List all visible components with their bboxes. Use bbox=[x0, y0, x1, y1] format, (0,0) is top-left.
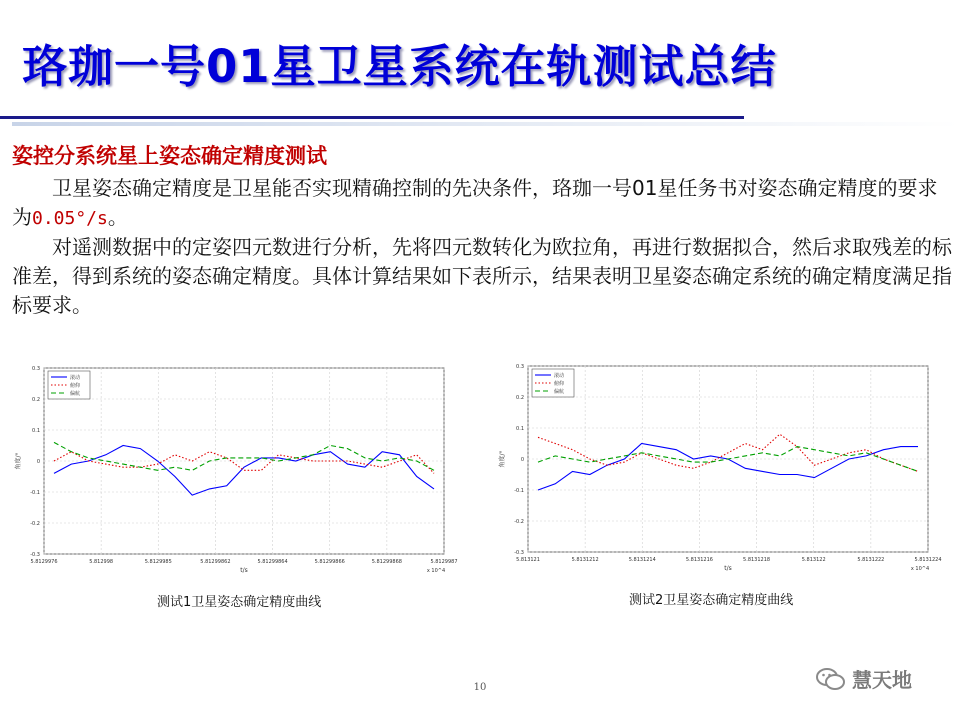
watermark bbox=[816, 664, 912, 693]
y-tick-label: 0.1 bbox=[516, 426, 524, 432]
legend-label: 俯仰 bbox=[70, 383, 81, 389]
x-tick-label: 5.81299866 bbox=[314, 559, 345, 565]
y-tick-label: -0.1 bbox=[30, 490, 40, 496]
title-gradient-rule bbox=[12, 122, 960, 126]
y-tick-label: -0.3 bbox=[30, 552, 40, 558]
legend-label: 偏航 bbox=[554, 389, 565, 395]
x-tick-label: 5.8129976 bbox=[30, 559, 58, 565]
y-tick-label: -0.1 bbox=[514, 488, 524, 494]
x-tick-label: 5.8131212 bbox=[571, 557, 599, 563]
x-tick-label: 5.81299862 bbox=[200, 559, 231, 565]
y-tick-label: 0.3 bbox=[516, 364, 524, 370]
x-tick-label: 5.813122 bbox=[801, 557, 826, 563]
paragraph-2: 对遥测数据中的定姿四元数进行分析，先将四元数转化为欧拉角，再进行数据拟合，然后求取残差的标准差，得到系统的姿态确定精度。具体计算结果如下表所示，结果表明卫星姿态确定系统的确定精度满足指标要求。 bbox=[12, 235, 952, 317]
title-underline bbox=[0, 116, 744, 119]
y-tick-label: 0.2 bbox=[32, 397, 40, 403]
x-tick-label: 5.8131218 bbox=[743, 557, 771, 563]
y-tick-label: 0.2 bbox=[516, 395, 524, 401]
y-tick-label: -0.2 bbox=[30, 521, 40, 527]
y-tick-label: -0.3 bbox=[514, 550, 524, 556]
slide-title: 珞珈一号01星卫星系统在轨测试总结 bbox=[22, 40, 777, 93]
x-tick-label: 5.8131214 bbox=[628, 557, 656, 563]
wechat-icon bbox=[816, 667, 846, 691]
paragraph-1-end: 。 bbox=[107, 205, 128, 229]
paragraph-1-text: 卫星姿态确定精度是卫星能否实现精确控制的先决条件，珞珈一号01星任务书对姿态确定精度的要求为 bbox=[12, 176, 938, 229]
legend-box bbox=[532, 369, 574, 397]
x-axis-label: t/s bbox=[724, 565, 732, 572]
section-heading: 姿控分系统星上姿态确定精度测试 bbox=[12, 144, 327, 168]
test1-caption: 测试1卫星姿态确定精度曲线 bbox=[157, 595, 322, 610]
test2-caption: 测试2卫星姿态确定精度曲线 bbox=[629, 593, 794, 608]
test2-precision-chart bbox=[496, 360, 948, 582]
legend-label: 滚动 bbox=[70, 375, 81, 381]
y-tick-label: -0.2 bbox=[514, 519, 524, 525]
x-tick-label: 5.81299864 bbox=[257, 559, 288, 565]
precision-requirement: 0.05°/s bbox=[32, 208, 108, 229]
y-tick-label: 0.1 bbox=[32, 428, 40, 434]
x-tick-label: 5.8129985 bbox=[144, 559, 172, 565]
x-tick-label: 5.812998 bbox=[89, 559, 114, 565]
x-tick-label: 5.8131216 bbox=[685, 557, 713, 563]
x-tick-label: 5.8129987 bbox=[430, 559, 458, 565]
legend-label: 偏航 bbox=[70, 391, 81, 397]
paragraph-1 bbox=[12, 174, 952, 233]
y-tick-label: 0.3 bbox=[32, 366, 40, 372]
page-number: 10 bbox=[473, 682, 487, 693]
watermark-text: 慧天地 bbox=[852, 668, 912, 692]
x-tick-label: 5.813121 bbox=[516, 557, 540, 563]
legend-label: 滚动 bbox=[554, 373, 565, 379]
x-tick-label: 5.8131222 bbox=[857, 557, 885, 563]
x-tick-label: 5.81299868 bbox=[371, 559, 402, 565]
x-tick-label: 5.8131224 bbox=[914, 557, 942, 563]
y-axis-label: 角度/° bbox=[15, 452, 22, 470]
body-text bbox=[12, 174, 952, 320]
legend-box bbox=[48, 371, 90, 399]
y-axis-label: 角度/° bbox=[499, 450, 506, 468]
x-exponent-label: x 10^4 bbox=[910, 566, 930, 572]
y-tick-label: 0 bbox=[520, 457, 524, 463]
y-tick-label: 0 bbox=[36, 459, 40, 465]
legend-label: 俯仰 bbox=[554, 381, 565, 387]
x-exponent-label: x 10^4 bbox=[426, 568, 446, 574]
test1-precision-chart bbox=[12, 362, 460, 584]
x-axis-label: t/s bbox=[240, 567, 248, 574]
